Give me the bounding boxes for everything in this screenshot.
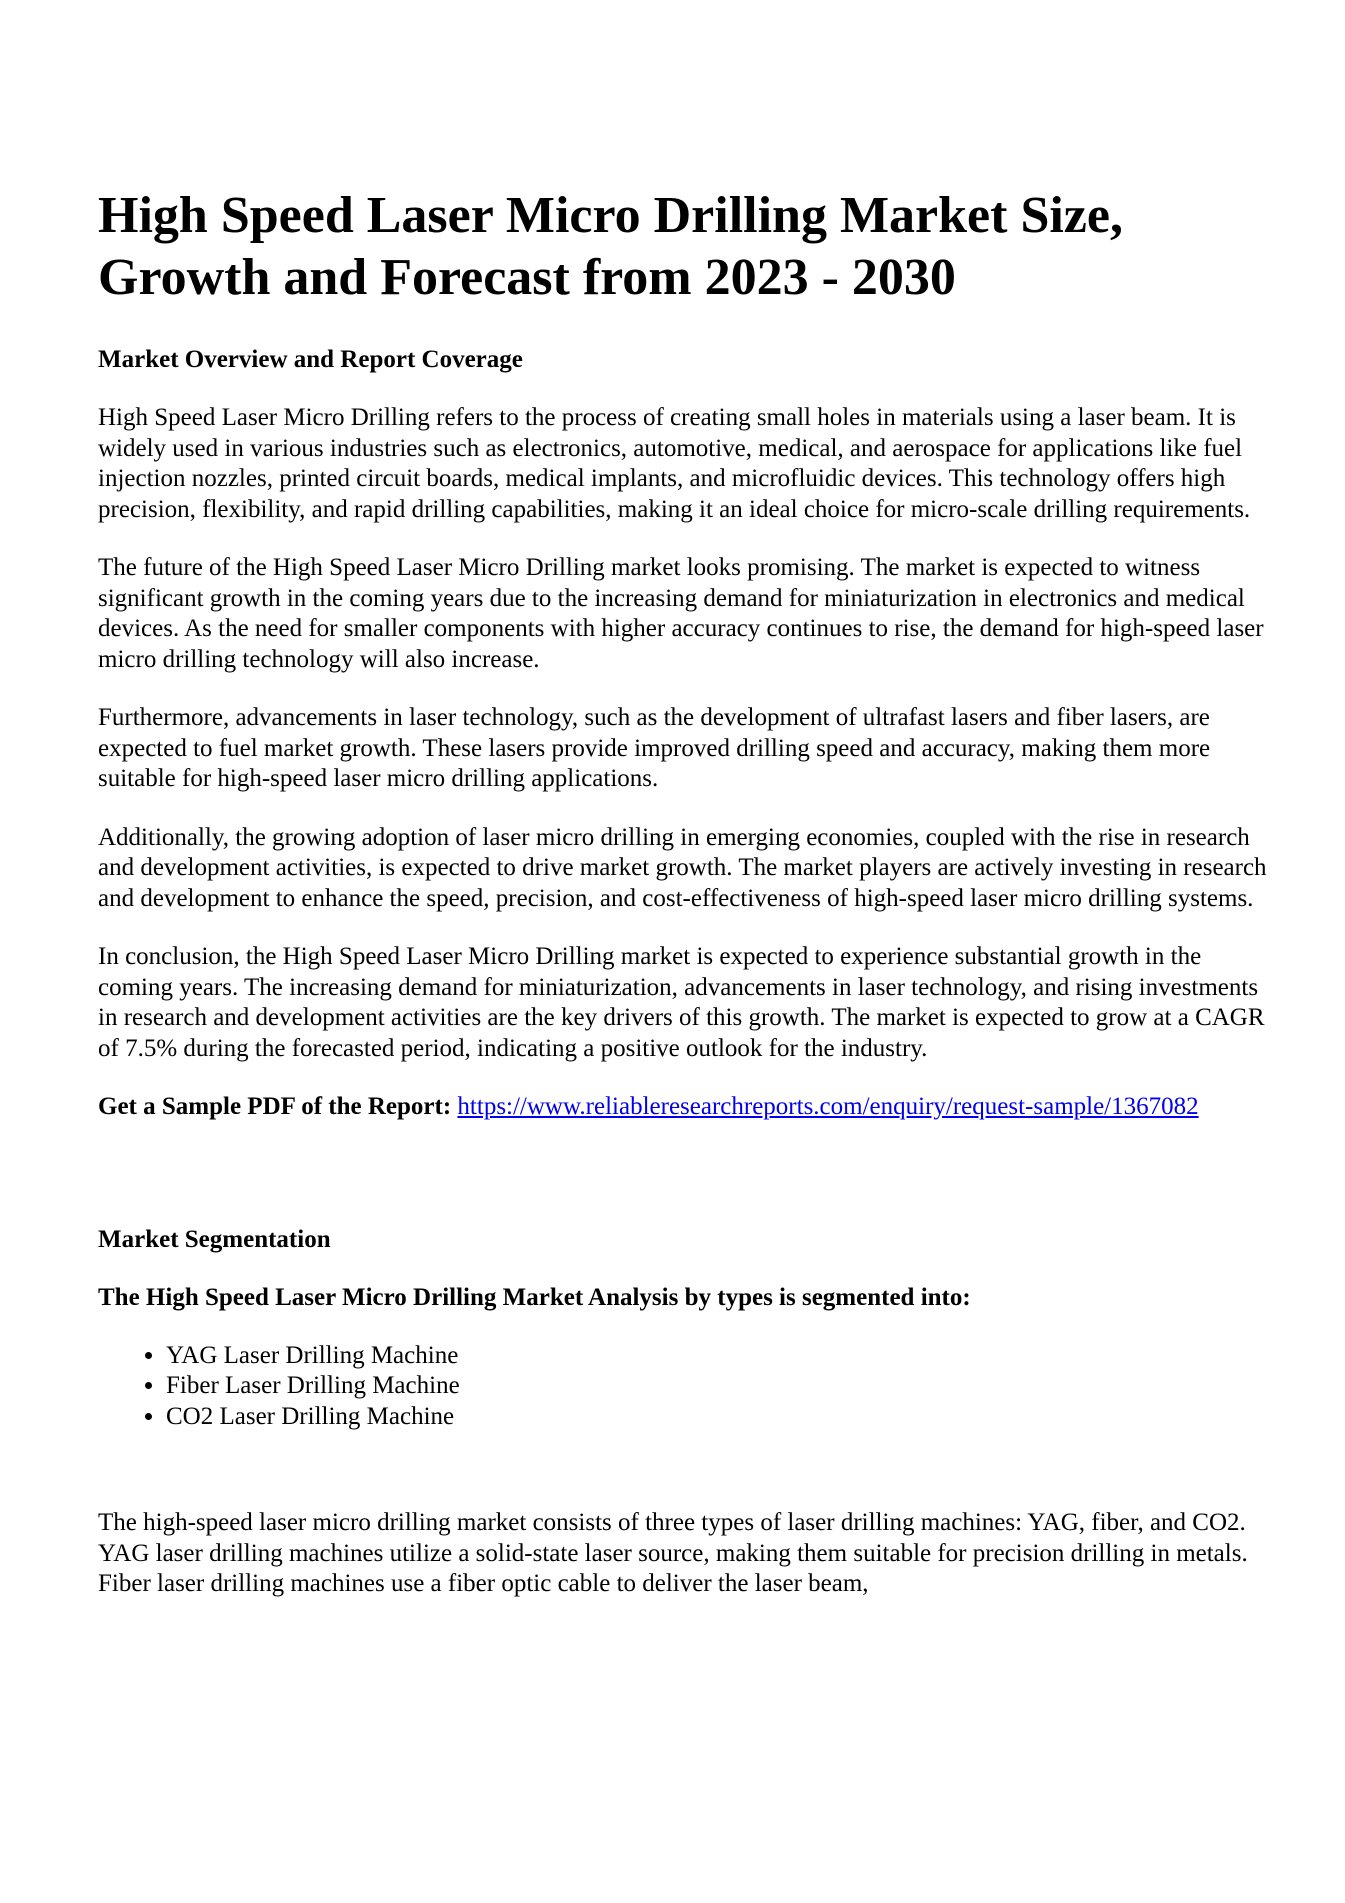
list-item: • Fiber Laser Drilling Machine xyxy=(166,1371,1268,1402)
sample-pdf-link[interactable]: https://www.reliableresearchreports.com/enquiry/request-sample/1367082 xyxy=(457,1093,1199,1120)
overview-paragraph-2: The future of the High Speed Laser Micro Drilling market looks promising. The market is expected to witness significant growth in the coming years due to the increasing demand for miniaturization in electronics and medical devices. As the need for smaller components with higher accuracy continues to rise, the demand for high-speed laser micro drilling technology will also increase. xyxy=(98,554,1264,673)
page-title: High Speed Laser Micro Drilling Market Size, Growth and Forecast from 2023 - 2030 xyxy=(98,187,1123,306)
overview-heading: Market Overview and Report Coverage xyxy=(98,346,523,373)
document-page xyxy=(98,185,1268,1628)
types-heading: The High Speed Laser Micro Drilling Market Analysis by types is segmented into: xyxy=(98,1283,971,1311)
overview-paragraph-3: Furthermore, advancements in laser technology, such as the development of ultrafast lasers and fiber lasers, are expected to fuel market growth. These lasers provide improved drilling speed and accuracy, making them more suitable for high-speed laser micro drilling applications. xyxy=(98,704,1211,792)
overview-paragraph-1: High Speed Laser Micro Drilling refers to the process of creating small holes in materials using a laser beam. It is widely used in various industries such as electronics, automotive, medical, and aerospace for applications like fuel injection nozzles, printed circuit boards, medical implants, and microfluidic devices. This technology offers high precision, flexibility, and rapid drilling capabilities, making it an ideal choice for micro-scale drilling requirements. xyxy=(98,404,1251,523)
types-paragraph: The high-speed laser micro drilling market consists of three types of laser drilling machines: YAG, fiber, and CO2. YAG laser drilling machines utilize a solid-state laser source, making them suitable for precision drilling in metals. Fiber laser drilling machines use a fiber optic cable to deliver the laser beam, xyxy=(98,1509,1248,1597)
overview-paragraph-4: Additionally, the growing adoption of laser micro drilling in emerging economies, coupled with the rise in research and development activities, is expected to drive market growth. The market players are actively investing in research and development to enhance the speed, precision, and cost-effectiveness of high-speed laser micro drilling systems. xyxy=(98,823,1267,912)
segmentation-heading: Market Segmentation xyxy=(98,1225,331,1253)
sample-pdf-line xyxy=(98,1092,1268,1123)
types-list xyxy=(98,1341,1268,1433)
spacer xyxy=(98,1151,1268,1225)
sample-pdf-label: Get a Sample PDF of the Report: xyxy=(98,1093,452,1120)
list-item: • YAG Laser Drilling Machine xyxy=(166,1341,1268,1372)
overview-paragraph-5: In conclusion, the High Speed Laser Micro Drilling market is expected to experience substantial growth in the coming years. The increasing demand for miniaturization, advancements in laser technology, and rising investments in research and development activities are the key drivers of this growth. The market is expected to grow at a CAGR of 7.5% during the forecasted period, indicating a positive outlook for the industry. xyxy=(98,943,1265,1062)
list-item: • CO2 Laser Drilling Machine xyxy=(166,1402,1268,1433)
spacer xyxy=(98,1432,1268,1508)
